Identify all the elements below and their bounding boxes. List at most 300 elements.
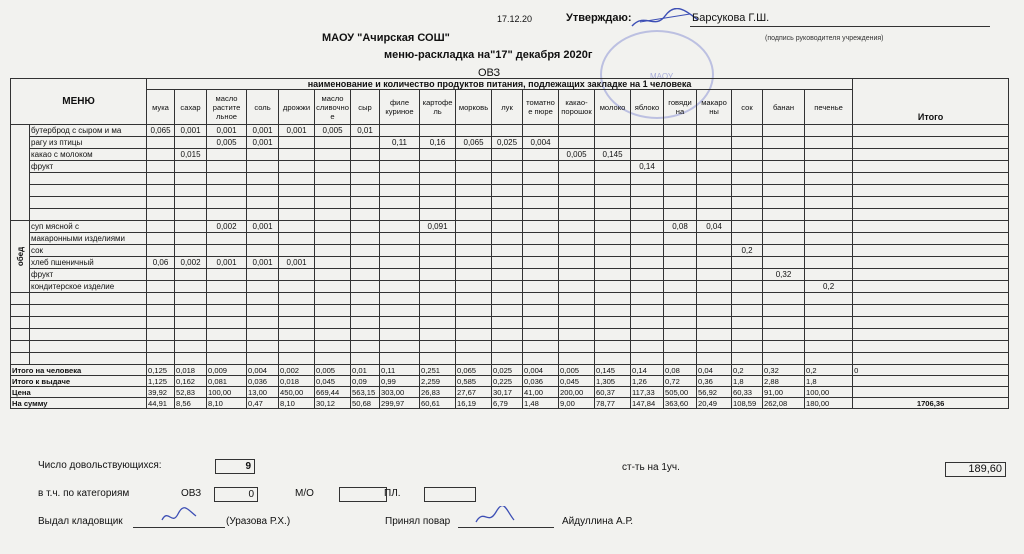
issued-by-label: Выдал кладовщик bbox=[38, 516, 123, 527]
product-header: мука bbox=[147, 90, 175, 125]
empty-cell bbox=[279, 329, 315, 341]
summary-cell: 0,09 bbox=[351, 376, 380, 387]
dish-name: фрукт bbox=[30, 269, 147, 281]
empty-cell bbox=[30, 341, 147, 353]
quantity-cell bbox=[456, 125, 492, 137]
summary-cell: 0,045 bbox=[315, 376, 351, 387]
quantity-cell bbox=[147, 245, 175, 257]
quantity-cell bbox=[697, 245, 732, 257]
quantity-cell bbox=[631, 209, 664, 221]
quantity-cell: 0,001 bbox=[279, 257, 315, 269]
empty-cell bbox=[523, 329, 559, 341]
quantity-cell bbox=[523, 173, 559, 185]
empty-cell bbox=[732, 293, 763, 305]
quantity-cell bbox=[664, 245, 697, 257]
quantity-cell bbox=[279, 149, 315, 161]
product-header: сахар bbox=[175, 90, 207, 125]
quantity-cell bbox=[380, 125, 420, 137]
quantity-cell bbox=[279, 185, 315, 197]
quantity-cell bbox=[559, 269, 595, 281]
quantity-cell: 0,005 bbox=[207, 137, 247, 149]
quantity-cell bbox=[247, 197, 279, 209]
empty-cell bbox=[664, 329, 697, 341]
quantity-cell bbox=[805, 125, 853, 137]
empty-cell bbox=[805, 329, 853, 341]
empty-cell bbox=[456, 329, 492, 341]
row-total-cell bbox=[853, 197, 1009, 209]
summary-cell: 363,60 bbox=[664, 398, 697, 409]
empty-cell bbox=[380, 305, 420, 317]
quantity-cell bbox=[351, 257, 380, 269]
quantity-cell bbox=[456, 149, 492, 161]
section-name: обед bbox=[16, 246, 26, 267]
quantity-cell bbox=[351, 233, 380, 245]
quantity-cell bbox=[697, 257, 732, 269]
quantity-cell bbox=[805, 149, 853, 161]
quantity-cell: 0,091 bbox=[420, 221, 456, 233]
quantity-cell bbox=[559, 281, 595, 293]
summary-cell: 0,045 bbox=[559, 376, 595, 387]
empty-cell bbox=[30, 353, 147, 365]
empty-cell bbox=[380, 329, 420, 341]
summary-total-cell bbox=[853, 376, 1009, 387]
menu-header: МЕНЮ bbox=[11, 79, 147, 125]
empty-cell bbox=[30, 329, 147, 341]
quantity-cell bbox=[279, 245, 315, 257]
empty-cell bbox=[492, 353, 523, 365]
product-header: дрожжи bbox=[279, 90, 315, 125]
dish-name bbox=[30, 185, 147, 197]
empty-cell bbox=[175, 317, 207, 329]
quantity-cell bbox=[697, 173, 732, 185]
empty-cell bbox=[380, 317, 420, 329]
quantity-cell bbox=[631, 125, 664, 137]
quantity-cell bbox=[147, 197, 175, 209]
empty-cell bbox=[420, 341, 456, 353]
product-header: сыр bbox=[351, 90, 380, 125]
summary-cell: 8,10 bbox=[207, 398, 247, 409]
table-row bbox=[11, 149, 1009, 161]
row-total-cell bbox=[853, 185, 1009, 197]
empty-cell bbox=[247, 353, 279, 365]
summary-cell: 52,83 bbox=[175, 387, 207, 398]
quantity-cell bbox=[763, 197, 805, 209]
summary-total-cell: 0 bbox=[853, 365, 1009, 376]
empty-cell bbox=[697, 341, 732, 353]
quantity-cell bbox=[315, 269, 351, 281]
summary-row bbox=[11, 387, 1009, 398]
quantity-cell bbox=[732, 221, 763, 233]
summary-cell: 26,83 bbox=[420, 387, 456, 398]
quantity-cell bbox=[763, 173, 805, 185]
quantity-cell bbox=[492, 209, 523, 221]
quantity-cell bbox=[175, 197, 207, 209]
quantity-cell bbox=[380, 233, 420, 245]
summary-row bbox=[11, 376, 1009, 387]
quantity-cell bbox=[697, 197, 732, 209]
empty-cell bbox=[595, 317, 631, 329]
empty-cell bbox=[732, 341, 763, 353]
product-header: морковь bbox=[456, 90, 492, 125]
approver-name: Барсукова Г.Ш. bbox=[692, 12, 770, 24]
quantity-cell bbox=[175, 281, 207, 293]
quantity-cell bbox=[315, 197, 351, 209]
summary-cell: 20,49 bbox=[697, 398, 732, 409]
quantity-cell bbox=[492, 257, 523, 269]
quantity-cell bbox=[279, 173, 315, 185]
empty-cell bbox=[315, 341, 351, 353]
empty-cell bbox=[147, 305, 175, 317]
row-total-cell bbox=[853, 209, 1009, 221]
summary-cell: 505,00 bbox=[664, 387, 697, 398]
quantity-cell bbox=[559, 185, 595, 197]
summary-cell: 8,56 bbox=[175, 398, 207, 409]
quantity-cell bbox=[456, 221, 492, 233]
empty-cell bbox=[279, 341, 315, 353]
total-header: Итого bbox=[853, 79, 1009, 125]
quantity-cell bbox=[380, 149, 420, 161]
received-by-label: Принял повар bbox=[385, 516, 451, 527]
empty-cell bbox=[420, 293, 456, 305]
summary-cell: 1,48 bbox=[523, 398, 559, 409]
quantity-cell: 0,001 bbox=[279, 125, 315, 137]
row-total-cell bbox=[853, 269, 1009, 281]
quantity-cell bbox=[351, 173, 380, 185]
quantity-cell bbox=[763, 149, 805, 161]
quantity-cell bbox=[247, 161, 279, 173]
quantity-cell bbox=[595, 281, 631, 293]
quantity-cell: 0,001 bbox=[207, 125, 247, 137]
empty-cell bbox=[30, 293, 147, 305]
summary-cell: 16,19 bbox=[456, 398, 492, 409]
empty-cell bbox=[492, 317, 523, 329]
empty-cell bbox=[805, 305, 853, 317]
quantity-cell bbox=[351, 245, 380, 257]
empty-cell bbox=[763, 317, 805, 329]
summary-cell: 0,585 bbox=[456, 376, 492, 387]
empty-cell bbox=[631, 353, 664, 365]
summary-cell: 180,00 bbox=[805, 398, 853, 409]
dish-name: какао с молоком bbox=[30, 149, 147, 161]
empty-cell bbox=[697, 305, 732, 317]
summary-cell: 100,00 bbox=[805, 387, 853, 398]
quantity-cell bbox=[631, 281, 664, 293]
quantity-cell bbox=[279, 209, 315, 221]
quantity-cell bbox=[732, 161, 763, 173]
summary-cell: 0,018 bbox=[175, 365, 207, 376]
quantity-cell bbox=[420, 149, 456, 161]
quantity-cell bbox=[147, 161, 175, 173]
quantity-cell bbox=[247, 173, 279, 185]
quantity-cell: 0,2 bbox=[732, 245, 763, 257]
summary-cell: 262,08 bbox=[763, 398, 805, 409]
section-label bbox=[11, 221, 30, 293]
quantity-cell bbox=[595, 161, 631, 173]
menu-table bbox=[10, 78, 1009, 409]
empty-cell bbox=[11, 341, 30, 353]
empty-cell bbox=[697, 317, 732, 329]
summary-cell: 0,36 bbox=[697, 376, 732, 387]
quantity-cell bbox=[631, 173, 664, 185]
quantity-cell bbox=[559, 257, 595, 269]
quantity-cell: 0,16 bbox=[420, 137, 456, 149]
empty-cell bbox=[631, 293, 664, 305]
empty-cell bbox=[315, 305, 351, 317]
quantity-cell bbox=[420, 257, 456, 269]
quantity-cell: 0,001 bbox=[207, 257, 247, 269]
quantity-cell: 0,025 bbox=[492, 137, 523, 149]
quantity-cell: 0,001 bbox=[175, 125, 207, 137]
quantity-cell: 0,32 bbox=[763, 269, 805, 281]
quantity-cell bbox=[351, 209, 380, 221]
quantity-cell bbox=[631, 257, 664, 269]
dish-name: макаронными изделиями bbox=[30, 233, 147, 245]
empty-cell bbox=[247, 329, 279, 341]
quantity-cell bbox=[420, 269, 456, 281]
row-total-cell bbox=[853, 221, 1009, 233]
empty-cell bbox=[763, 341, 805, 353]
stamp-text: МАОУ bbox=[650, 72, 673, 81]
summary-cell: 9,00 bbox=[559, 398, 595, 409]
summary-cell: 0,162 bbox=[175, 376, 207, 387]
empty-cell bbox=[664, 305, 697, 317]
empty-cell bbox=[11, 293, 30, 305]
quantity-cell: 0,14 bbox=[631, 161, 664, 173]
row-total-cell bbox=[853, 245, 1009, 257]
summary-cell: 0,2 bbox=[805, 365, 853, 376]
quantity-cell bbox=[732, 125, 763, 137]
empty-cell bbox=[523, 353, 559, 365]
quantity-cell bbox=[351, 221, 380, 233]
quantity-cell bbox=[664, 197, 697, 209]
document-date: 17.12.20 bbox=[497, 14, 533, 24]
quantity-cell bbox=[763, 233, 805, 245]
summary-cell: 0,009 bbox=[207, 365, 247, 376]
quantity-cell bbox=[492, 173, 523, 185]
empty-cell bbox=[523, 341, 559, 353]
empty-cell bbox=[523, 293, 559, 305]
summary-cell: 450,00 bbox=[279, 387, 315, 398]
quantity-cell bbox=[492, 245, 523, 257]
quantity-cell bbox=[523, 125, 559, 137]
empty-cell bbox=[30, 305, 147, 317]
count-label: Число довольствующихся: bbox=[38, 460, 162, 471]
quantity-cell bbox=[207, 149, 247, 161]
ovz-label: ОВЗ bbox=[181, 488, 202, 499]
quantity-cell bbox=[631, 197, 664, 209]
row-total-cell bbox=[853, 257, 1009, 269]
quantity-cell bbox=[207, 185, 247, 197]
quantity-cell bbox=[664, 161, 697, 173]
quantity-cell bbox=[664, 173, 697, 185]
quantity-cell bbox=[631, 149, 664, 161]
summary-cell: 0,32 bbox=[763, 365, 805, 376]
quantity-cell bbox=[595, 245, 631, 257]
quantity-cell bbox=[175, 185, 207, 197]
empty-cell bbox=[247, 305, 279, 317]
empty-cell bbox=[11, 317, 30, 329]
quantity-cell bbox=[763, 125, 805, 137]
quantity-cell bbox=[631, 221, 664, 233]
summary-cell: 0,005 bbox=[559, 365, 595, 376]
empty-cell bbox=[11, 305, 30, 317]
quantity-cell bbox=[732, 281, 763, 293]
row-total-cell bbox=[853, 161, 1009, 173]
product-header: картофе ль bbox=[420, 90, 456, 125]
quantity-cell bbox=[732, 185, 763, 197]
quantity-cell bbox=[559, 173, 595, 185]
summary-cell: 39,92 bbox=[147, 387, 175, 398]
row-total-cell bbox=[853, 233, 1009, 245]
empty-cell bbox=[805, 341, 853, 353]
empty-cell bbox=[380, 341, 420, 353]
quantity-cell bbox=[380, 221, 420, 233]
summary-cell: 117,33 bbox=[631, 387, 664, 398]
quantity-cell bbox=[380, 173, 420, 185]
summary-cell: 299,97 bbox=[380, 398, 420, 409]
empty-cell bbox=[732, 353, 763, 365]
empty-cell bbox=[175, 305, 207, 317]
quantity-cell bbox=[456, 185, 492, 197]
summary-cell: 44,91 bbox=[147, 398, 175, 409]
quantity-cell: 0,005 bbox=[315, 125, 351, 137]
quantity-cell bbox=[456, 269, 492, 281]
summary-cell: 1,8 bbox=[805, 376, 853, 387]
quantity-cell bbox=[456, 209, 492, 221]
summary-cell: 1,26 bbox=[631, 376, 664, 387]
dish-name bbox=[30, 209, 147, 221]
summary-cell: 2,88 bbox=[763, 376, 805, 387]
received-by-name: Айдуллина А.Р. bbox=[562, 516, 633, 527]
quantity-cell bbox=[763, 209, 805, 221]
empty-cell bbox=[207, 317, 247, 329]
product-header: томатно е пюре bbox=[523, 90, 559, 125]
quantity-cell bbox=[420, 233, 456, 245]
quantity-cell: 0,005 bbox=[559, 149, 595, 161]
quantity-cell bbox=[523, 245, 559, 257]
section-label bbox=[11, 125, 30, 221]
pl-label: ПЛ. bbox=[384, 488, 401, 499]
quantity-cell bbox=[664, 209, 697, 221]
empty-cell bbox=[11, 353, 30, 365]
document-title: меню-раскладка на"17" декабря 2020г bbox=[384, 49, 593, 61]
empty-cell bbox=[147, 353, 175, 365]
dish-name: кондитерское изделие bbox=[30, 281, 147, 293]
empty-cell bbox=[664, 317, 697, 329]
empty-cell bbox=[853, 317, 1009, 329]
summary-cell: 1,8 bbox=[732, 376, 763, 387]
empty-cell bbox=[523, 317, 559, 329]
empty-cell bbox=[559, 305, 595, 317]
product-header: говяди на bbox=[664, 90, 697, 125]
empty-cell bbox=[207, 305, 247, 317]
empty-cell bbox=[279, 317, 315, 329]
quantity-cell bbox=[351, 161, 380, 173]
quantity-cell bbox=[631, 269, 664, 281]
empty-cell bbox=[420, 317, 456, 329]
quantity-cell bbox=[492, 269, 523, 281]
empty-cell bbox=[664, 341, 697, 353]
school-name: МАОУ "Ачирская СОШ" bbox=[322, 32, 450, 44]
table-row bbox=[11, 137, 1009, 149]
quantity-cell bbox=[420, 125, 456, 137]
products-super-header: наименование и количество продуктов питания, подлежащих закладке на 1 человека bbox=[147, 79, 853, 90]
row-total-cell bbox=[853, 173, 1009, 185]
dish-name bbox=[30, 197, 147, 209]
summary-cell: 0,005 bbox=[315, 365, 351, 376]
empty-cell bbox=[805, 317, 853, 329]
summary-cell: 108,59 bbox=[732, 398, 763, 409]
quantity-cell bbox=[351, 281, 380, 293]
quantity-cell bbox=[697, 185, 732, 197]
quantity-cell bbox=[492, 185, 523, 197]
quantity-cell bbox=[763, 245, 805, 257]
quantity-cell bbox=[492, 149, 523, 161]
empty-cell bbox=[664, 293, 697, 305]
summary-cell: 30,17 bbox=[492, 387, 523, 398]
quantity-cell bbox=[492, 281, 523, 293]
quantity-cell bbox=[559, 245, 595, 257]
summary-cell: 0,99 bbox=[380, 376, 420, 387]
quantity-cell bbox=[147, 269, 175, 281]
quantity-cell bbox=[631, 245, 664, 257]
quantity-cell bbox=[315, 161, 351, 173]
issued-by-name: (Уразова Р.Х.) bbox=[226, 516, 291, 527]
empty-cell bbox=[853, 353, 1009, 365]
summary-cell: 0,01 bbox=[351, 365, 380, 376]
blank-row bbox=[11, 329, 1009, 341]
quantity-cell bbox=[697, 209, 732, 221]
summary-cell: 1,305 bbox=[595, 376, 631, 387]
quantity-cell bbox=[420, 161, 456, 173]
quantity-cell bbox=[279, 281, 315, 293]
quantity-cell bbox=[631, 185, 664, 197]
pl-value bbox=[424, 487, 476, 502]
empty-cell bbox=[175, 329, 207, 341]
summary-cell: 0,065 bbox=[456, 365, 492, 376]
summary-label: Итого к выдаче bbox=[11, 376, 147, 387]
quantity-cell bbox=[523, 209, 559, 221]
quantity-cell bbox=[664, 281, 697, 293]
quantity-cell bbox=[595, 125, 631, 137]
product-header: банан bbox=[763, 90, 805, 125]
quantity-cell: 0,001 bbox=[247, 257, 279, 269]
quantity-cell: 0,01 bbox=[351, 125, 380, 137]
summary-cell: 0,004 bbox=[247, 365, 279, 376]
table-row bbox=[11, 161, 1009, 173]
quantity-cell: 0,015 bbox=[175, 149, 207, 161]
quantity-cell bbox=[763, 281, 805, 293]
dish-name: бутерброд с сыром и ма bbox=[30, 125, 147, 137]
quantity-cell bbox=[420, 281, 456, 293]
summary-cell: 0,036 bbox=[247, 376, 279, 387]
empty-cell bbox=[559, 329, 595, 341]
empty-cell bbox=[732, 329, 763, 341]
summary-cell: 0,018 bbox=[279, 376, 315, 387]
quantity-cell bbox=[420, 245, 456, 257]
empty-cell bbox=[523, 305, 559, 317]
product-header: соль bbox=[247, 90, 279, 125]
category-label: ОВЗ bbox=[478, 67, 501, 79]
quantity-cell bbox=[351, 185, 380, 197]
quantity-cell bbox=[492, 221, 523, 233]
quantity-cell bbox=[380, 257, 420, 269]
empty-cell bbox=[11, 329, 30, 341]
quantity-cell bbox=[207, 173, 247, 185]
summary-label: Итого на человека bbox=[11, 365, 147, 376]
quantity-cell bbox=[523, 197, 559, 209]
quantity-cell bbox=[523, 161, 559, 173]
